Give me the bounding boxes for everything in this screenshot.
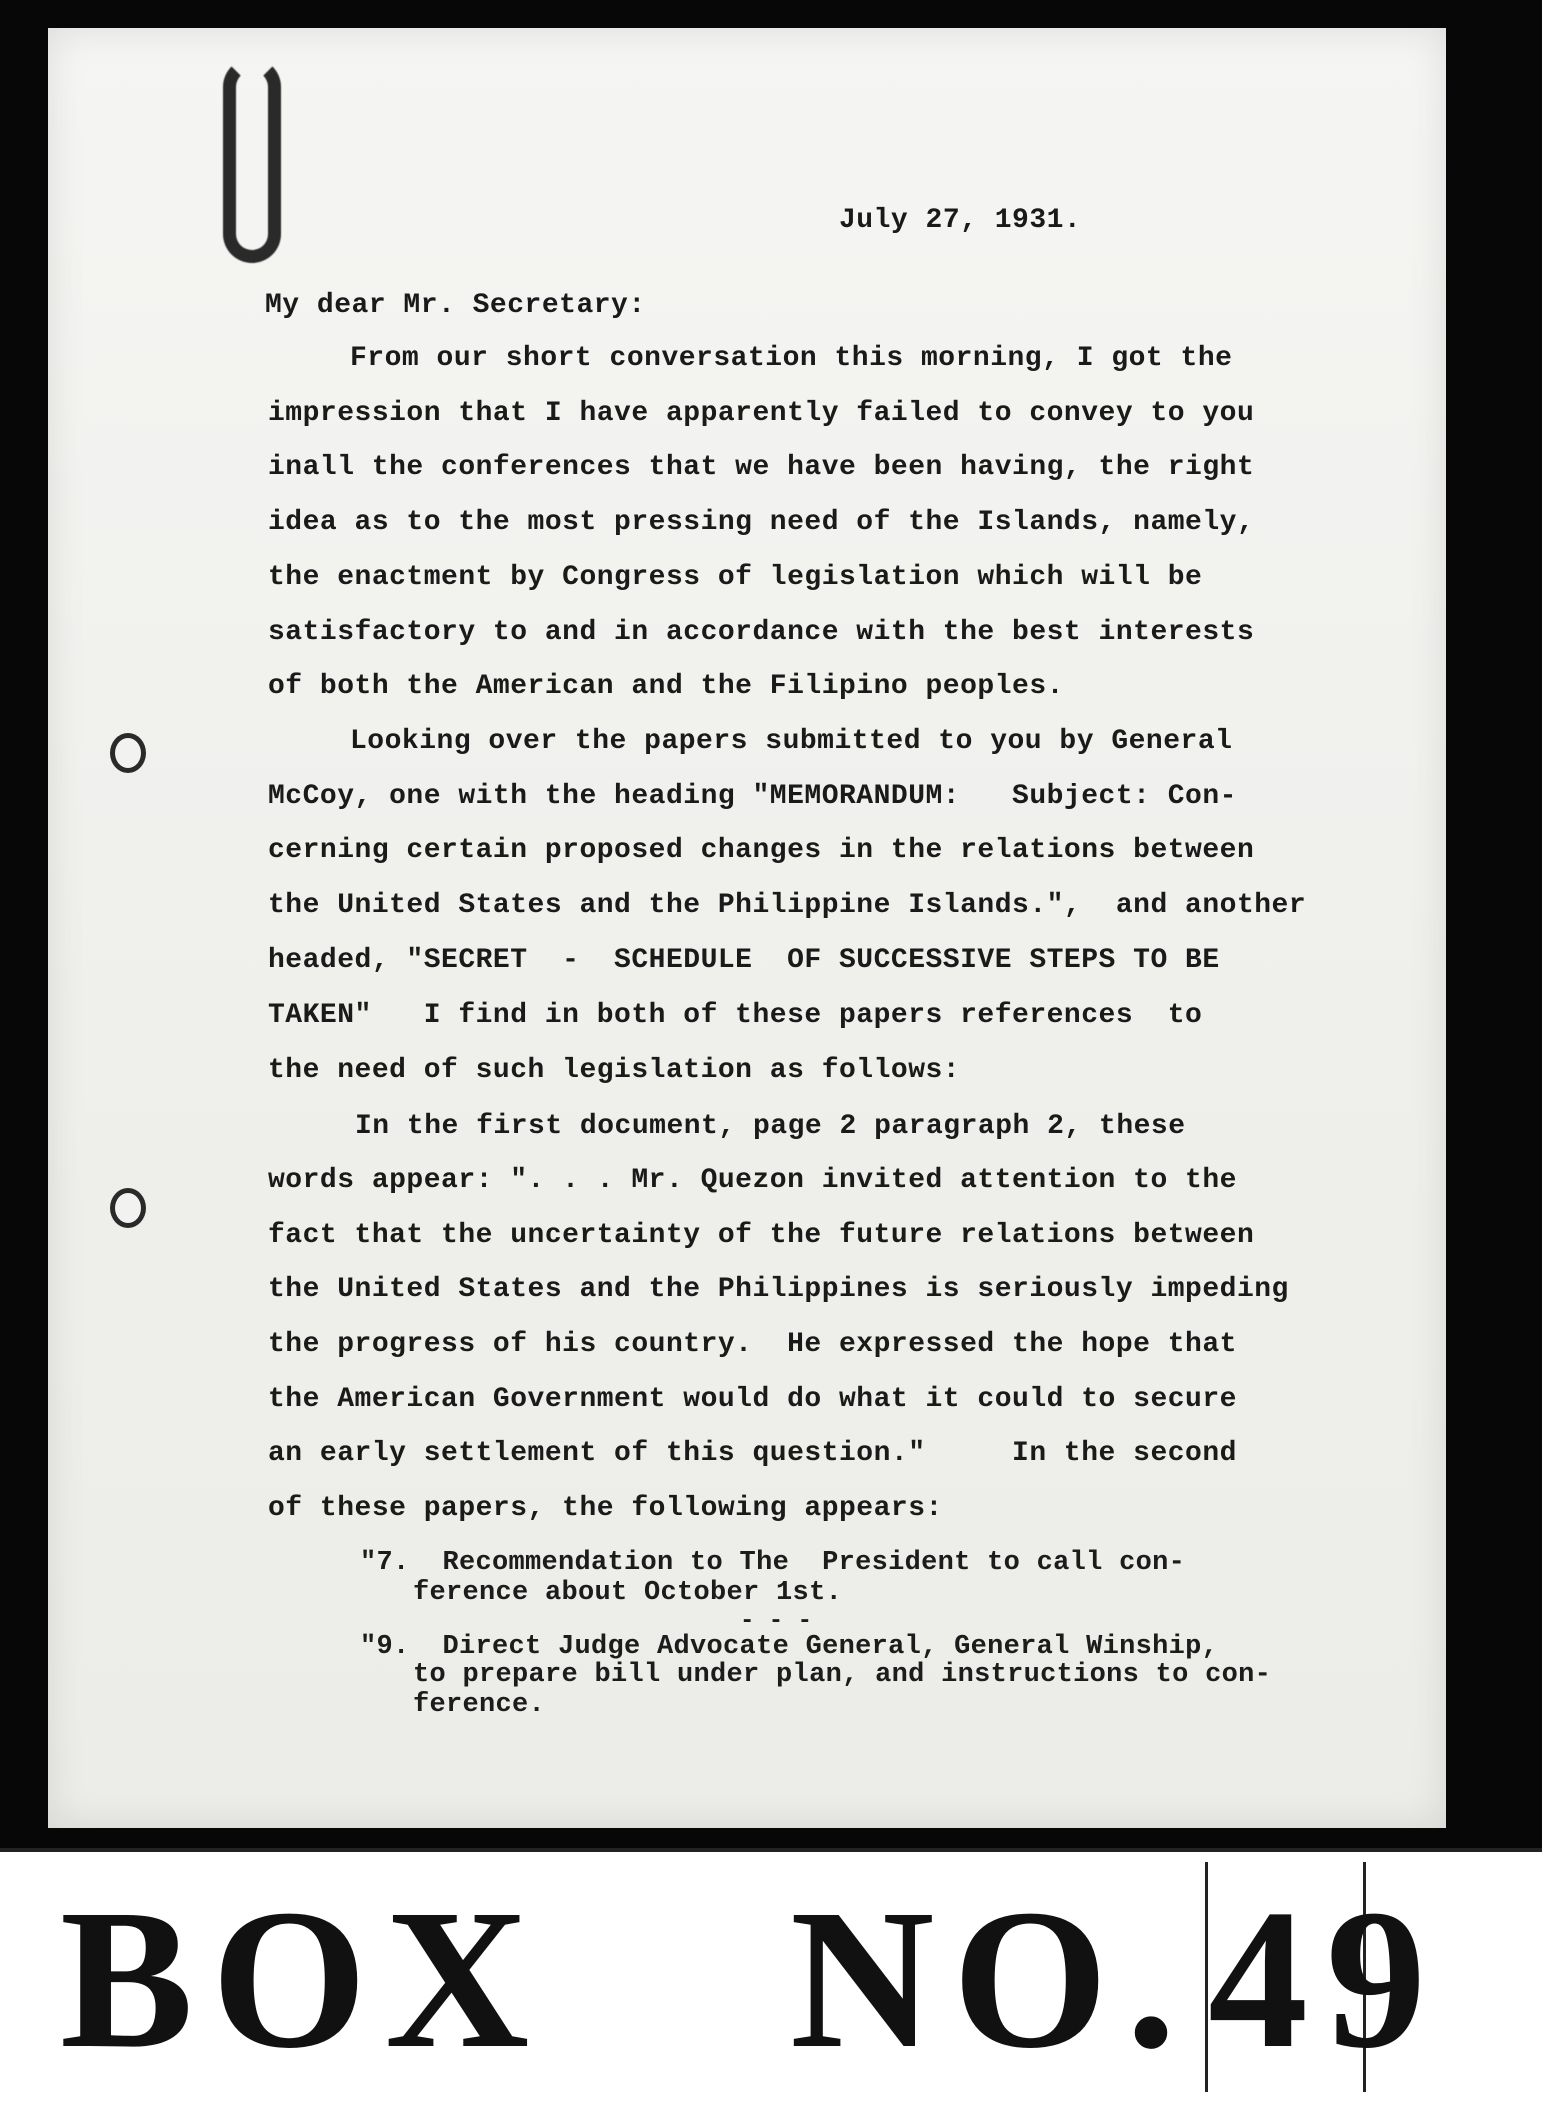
body-line: the progress of his country. He expressed the hope that — [268, 1329, 1237, 1360]
body-line: From our short conversation this morning, I got the — [350, 343, 1233, 374]
body-line: the United States and the Philippines is seriously impeding — [268, 1274, 1289, 1305]
body-line: inall the conferences that we have been having, the right — [268, 452, 1255, 483]
box-number: 49 — [1208, 1869, 1444, 2090]
body-line: words appear: ". . . Mr. Quezon invited attention to the — [268, 1165, 1237, 1196]
punch-hole-icon — [110, 1188, 146, 1228]
quoted-item: ference. — [413, 1690, 546, 1720]
body-line: fact that the uncertainty of the future relations between — [268, 1220, 1255, 1251]
body-line: McCoy, one with the heading "MEMORANDUM: Subject: Con- — [268, 781, 1237, 812]
body-line: In the first document, page 2 paragraph 2, these — [355, 1111, 1186, 1142]
body-line: the United States and the Philippine Islands.", and another — [268, 890, 1307, 921]
salutation: My dear Mr. Secretary: — [265, 290, 646, 321]
body-line: of both the American and the Filipino peoples. — [268, 671, 1064, 702]
box-label-word: BOX — [60, 1869, 548, 2090]
quoted-item: "7. Recommendation to The President to call con- — [360, 1548, 1186, 1578]
body-line: headed, "SECRET - SCHEDULE OF SUCCESSIVE STEPS TO BE — [268, 945, 1220, 976]
body-line: impression that I have apparently failed to convey to you — [268, 398, 1255, 429]
body-line: of these papers, the following appears: — [268, 1493, 943, 1524]
separator: - - - — [740, 1608, 813, 1635]
letter-date: July 27, 1931. — [839, 205, 1082, 236]
quoted-item: "9. Direct Judge Advocate General, General Winship, — [360, 1632, 1219, 1662]
body-line: satisfactory to and in accordance with the best interests — [268, 617, 1255, 648]
body-line: the American Government would do what it could to secure — [268, 1384, 1237, 1415]
archive-box-label — [0, 1848, 1542, 2104]
quoted-item: to prepare bill under plan, and instructions to con- — [413, 1660, 1272, 1690]
body-line: the need of such legislation as follows: — [268, 1055, 961, 1086]
box-label-no: NO. — [790, 1869, 1194, 2090]
body-line: an early settlement of this question." In the second — [268, 1438, 1237, 1469]
quoted-item: ference about October 1st. — [413, 1578, 843, 1608]
paper-clip-icon — [223, 58, 281, 263]
body-line: Looking over the papers submitted to you by General — [350, 726, 1233, 757]
punch-hole-icon — [110, 733, 146, 773]
body-line: cerning certain proposed changes in the relations between — [268, 835, 1255, 866]
body-line: idea as to the most pressing need of the Islands, namely, — [268, 507, 1255, 538]
body-line: TAKEN" I find in both of these papers references to — [268, 1000, 1203, 1031]
body-line: the enactment by Congress of legislation which will be — [268, 562, 1203, 593]
